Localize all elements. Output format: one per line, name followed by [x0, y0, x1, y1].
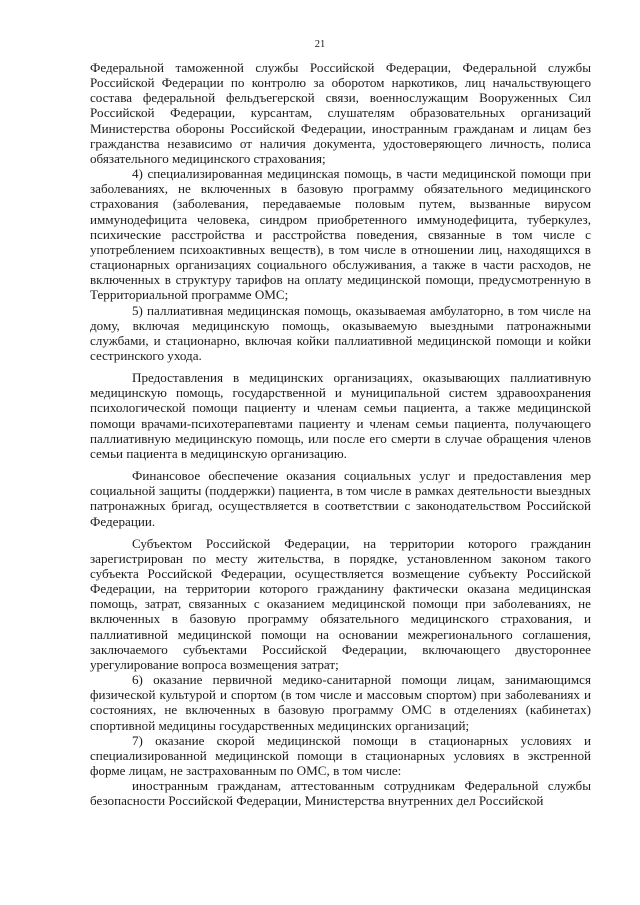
paragraph-psychological-help: Предоставления в медицинских организациях, оказывающих паллиативную медицинскую помощь, государственной и муниципальной систем здравоохранения психологической помощи пациенту и членам семьи пациента, а также медицинской помощи врачами-психотерапевтами пациенту и членам семьи пациента, получающего паллиативную медицинскую помощь, или после его смерти в случае обращения членов семьи пациента в медицинскую организацию. [90, 370, 591, 461]
paragraph-item-7: 7) оказание скорой медицинской помощи в стационарных условиях и специализированной медицинской помощи в стационарных условиях в экстренной форме лицам, не застрахованным по ОМС, в том числе: [90, 732, 591, 779]
paragraph-continuation: Федеральной таможенной службы Российской Федерации, Федеральной службы Российской Федерации по контролю за оборотом наркотиков, лиц начальствующего состава федеральной фельдъегерской связи, военнослужащим Вооруженных Сил Российской Федерации, курсантам, слушателям образовательных организаций Министерства обороны Российской Федерации, иностранным гражданам и лицам без гражданства независимо от наличия документа, удостоверяющего личность, полиса обязательного медицинского страхования; [90, 60, 591, 166]
page-number: 21 [314, 39, 326, 50]
document-body [90, 60, 591, 809]
paragraph-financial-support: Финансовое обеспечение оказания социальных услуг и предоставления мер социальной защиты (поддержки) пациента, в том числе в рамках деятельности выездных патронажных бригад, осуществляется в соответствии с законодательством Российской Федерации. [90, 468, 591, 529]
paragraph-reimbursement: Субъектом Российской Федерации, на территории которого гражданин зарегистрирован по месту жительства, в порядке, установленном законом такого субъекта Российской Федерации, осуществляется возмещение субъекту Российской Федерации, на территории которого гражданину фактически оказана медицинская помощь, затрат, связанных с оказанием медицинской помощи при заболеваниях, не включенных в базовую программу обязательного медицинского страхования, и паллиативной медицинской помощи на основании межрегионального соглашения, заключаемого субъектами Российской Федерации, включающего двустороннее урегулирование вопроса возмещения затрат; [90, 535, 591, 672]
paragraph-item-6: 6) оказание первичной медико-санитарной помощи лицам, занимающимся физической культурой и спортом (в том числе и массовым спортом) при заболеваниях и состояниях, не включенных в базовую программу ОМС в отделениях (кабинетах) спортивной медицины государственных медицинских организаций; [90, 672, 591, 733]
paragraph-item-4: 4) специализированная медицинская помощь, в части медицинской помощи при заболеваниях, не включенных в базовую программу обязательного медицинского страхования (заболевания, передаваемые половым путем, вызванные вирусом иммунодефицита человека, синдром приобретенного иммунодефицита, туберкулез, психические расстройства и расстройства поведения, связанные в том числе с употреблением психоактивных веществ), в том числе в отношении лиц, находящихся в стационарных организациях социального обслуживания, а также в части расходов, не включенных в структуру тарифов на оплату медицинской помощи, предусмотренную в Территориальной программе ОМС; [90, 166, 591, 303]
paragraph-item-5: 5) паллиативная медицинская помощь, оказываемая амбулаторно, в том числе на дому, включая медицинскую помощь, оказываемую выездными патронажными службами, и стационарно, включая койки паллиативной медицинской помощи и койки сестринского ухода. [90, 302, 591, 363]
paragraph-foreign-citizens: иностранным гражданам, аттестованным сотрудникам Федеральной службы безопасности Российской Федерации, Министерства внутренних дел Российской [90, 778, 591, 809]
